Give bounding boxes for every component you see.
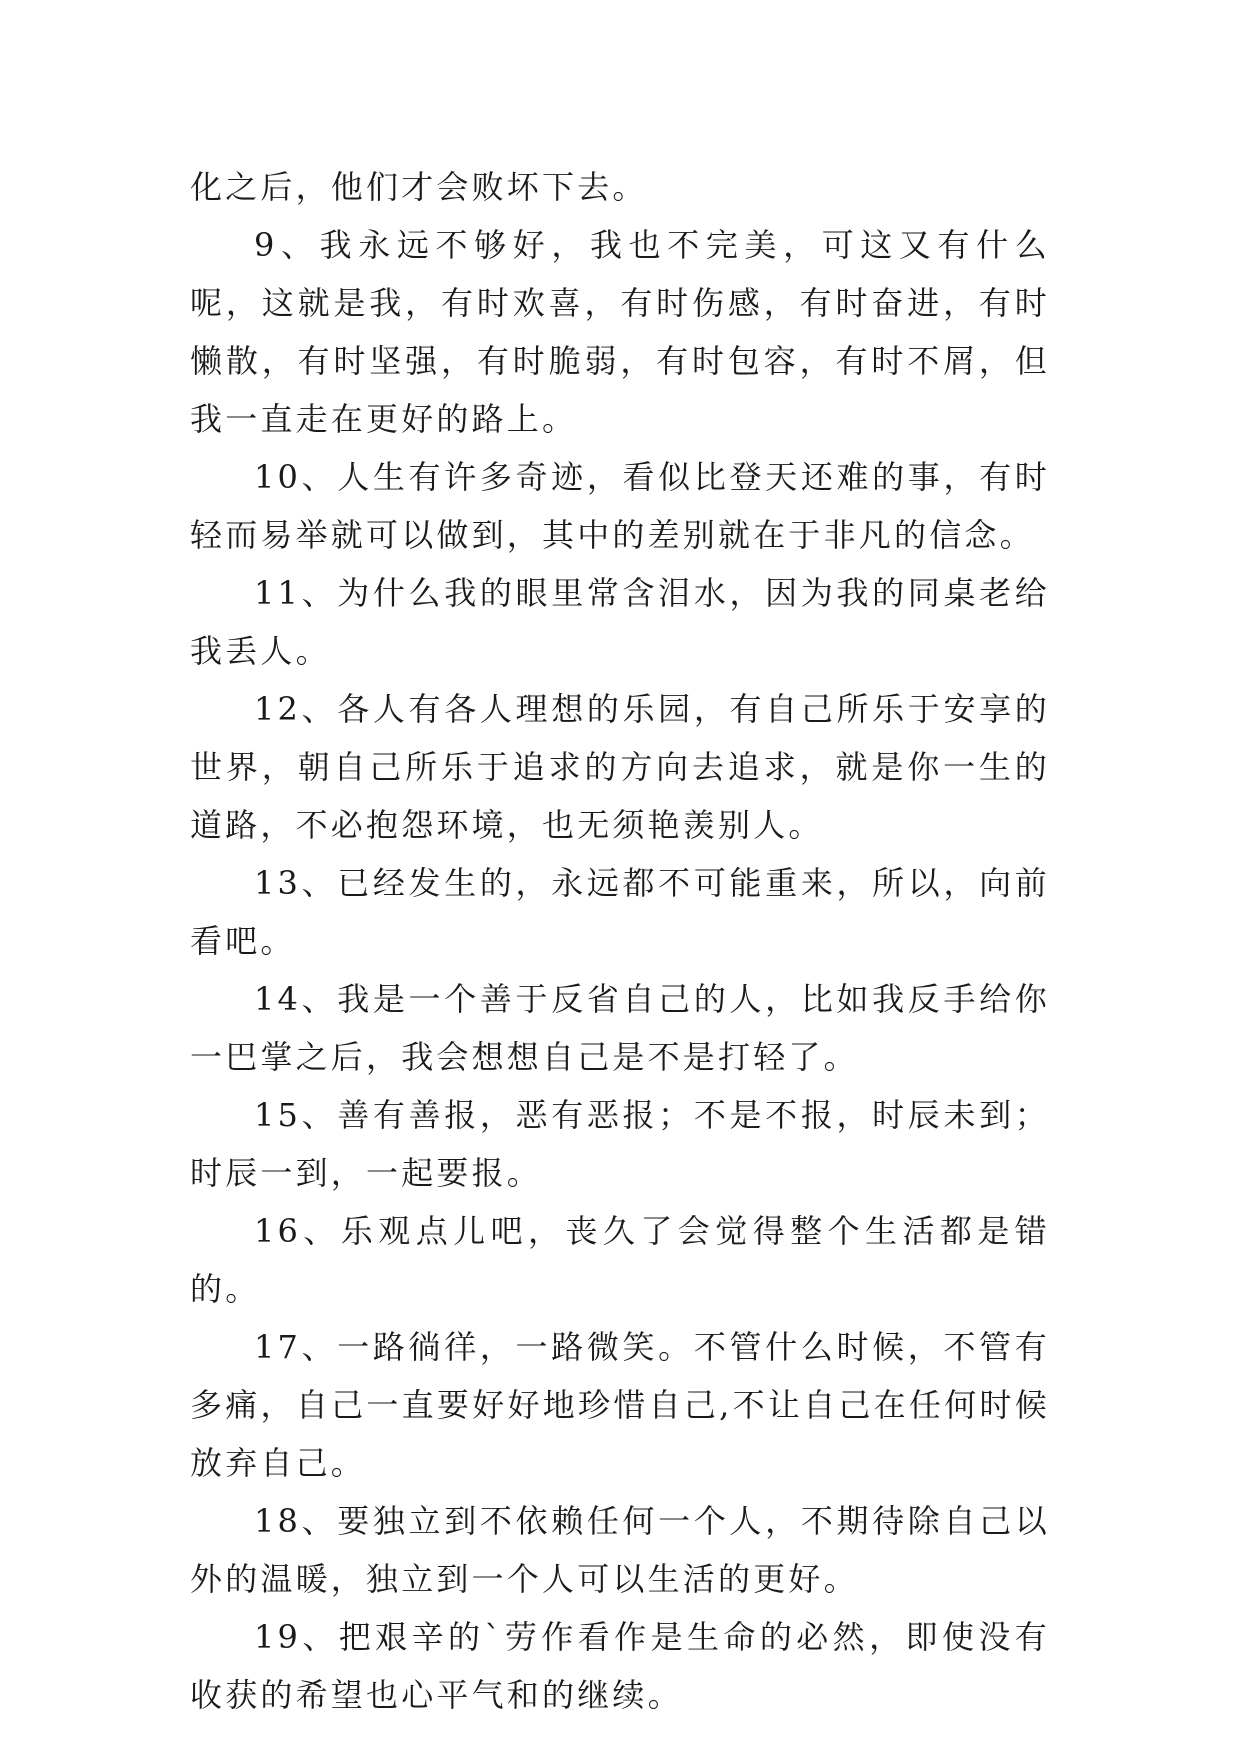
paragraph-item-12: 12、各人有各人理想的乐园，有自己所乐于安享的世界，朝自己所乐于追求的方向去追求，就是你一生的道路，不必抱怨环境，也无须艳羡别人。	[190, 690, 1050, 844]
paragraph-item-17: 17、一路徜徉，一路微笑。不管什么时候，不管有多痛，自己一直要好好地珍惜自己,不让自己在任何时候放弃自己。	[190, 1328, 1050, 1482]
paragraph-item-13: 13、已经发生的，永远都不可能重来，所以，向前看吧。	[190, 864, 1050, 960]
paragraph-item-10: 10、人生有许多奇迹，看似比登天还难的事，有时轻而易举就可以做到，其中的差别就在于非凡的信念。	[190, 458, 1050, 554]
paragraph-continuation: 化之后，他们才会败坏下去。	[190, 168, 648, 206]
paragraph-item-14: 14、我是一个善于反省自己的人，比如我反手给你一巴掌之后，我会想想自己是不是打轻了。	[190, 980, 1050, 1076]
paragraph-item-18: 18、要独立到不依赖任何一个人，不期待除自己以外的温暖，独立到一个人可以生活的更好。	[190, 1502, 1050, 1598]
paragraph-item-19: 19、把艰辛的`劳作看作是生命的必然，即使没有收获的希望也心平气和的继续。	[190, 1618, 1050, 1714]
paragraph-item-11: 11、为什么我的眼里常含泪水，因为我的同桌老给我丢人。	[190, 574, 1050, 670]
document-body	[190, 158, 1050, 1724]
paragraph-item-9: 9、我永远不够好，我也不完美，可这又有什么呢，这就是我，有时欢喜，有时伤感，有时奋进，有时懒散，有时坚强，有时脆弱，有时包容，有时不屑，但我一直走在更好的路上。	[190, 226, 1050, 438]
paragraph-item-15: 15、善有善报，恶有恶报；不是不报，时辰未到；时辰一到，一起要报。	[190, 1096, 1050, 1192]
paragraph-item-16: 16、乐观点儿吧，丧久了会觉得整个生活都是错的。	[190, 1212, 1050, 1308]
